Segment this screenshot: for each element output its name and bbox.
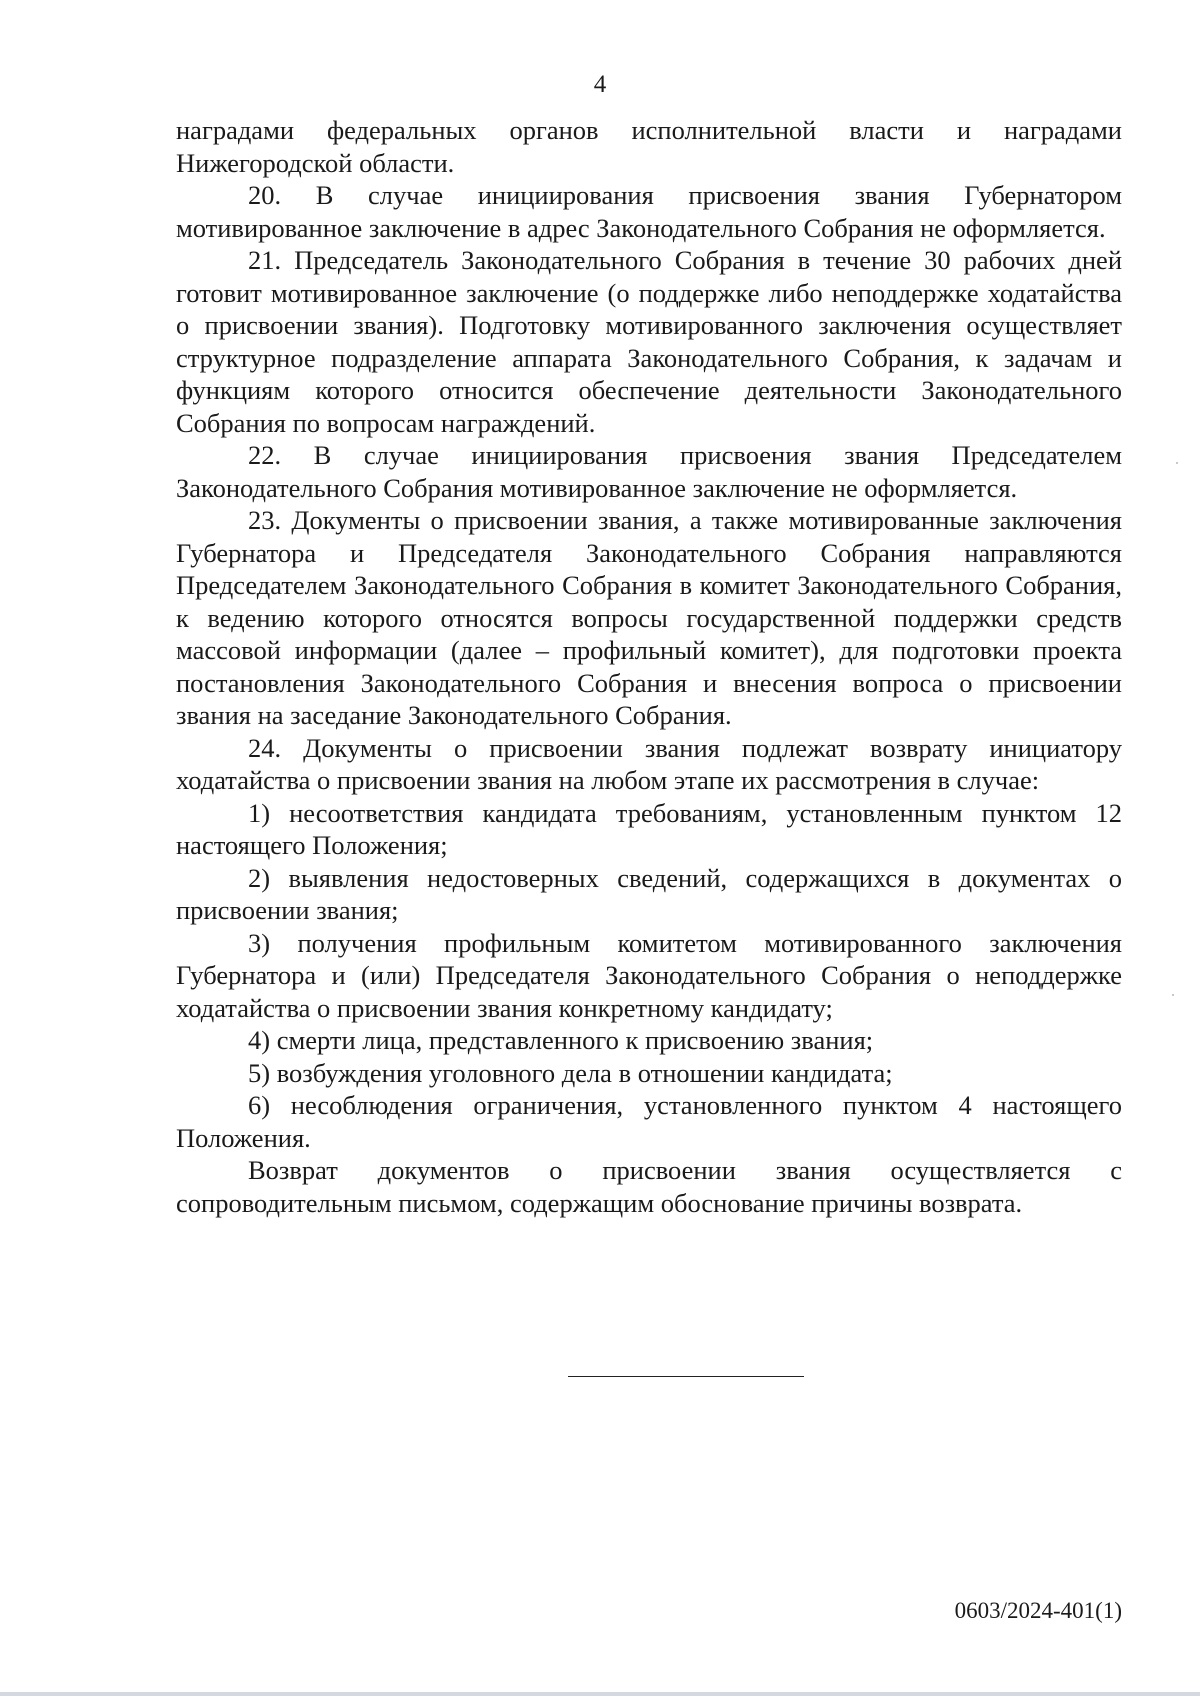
subitem-2: 2) выявления недостоверных сведений, содержащихся в документах о присвоении звания; <box>176 862 1122 925</box>
paragraph-item-24: 24. Документы о присвоении звания подлежат возврату инициатору ходатайства о присвоении звания на любом этапе их рассмотрения в случае: <box>176 732 1122 795</box>
scan-speck <box>1172 994 1174 996</box>
scan-bottom-edge <box>0 1692 1200 1696</box>
subitem-4: 4) смерти лица, представленного к присвоению звания; <box>248 1025 874 1055</box>
end-separator-line <box>568 1376 804 1377</box>
document-body <box>176 114 1122 1219</box>
page-number: 4 <box>593 71 607 98</box>
scan-speck <box>1176 462 1178 464</box>
paragraph-item-23: 23. Документы о присвоении звания, а также мотивированные заключения Губернатора и Председателя Законодательного Собрания направляются Председателем Законодательного Собрания в комитет Законодательного Собрания, к ведению которого относятся вопросы государственной поддержки средств массовой информации (далее – профильный комитет), для подготовки проекта постановления Законодательного Собрания и внесения вопроса о присвоении звания на заседание Законодательного Собрания. <box>176 505 1122 730</box>
paragraph-continuation: наградами федеральных органов исполнительной власти и наградами Нижегородской области. <box>176 115 1122 178</box>
subitem-5: 5) возбуждения уголовного дела в отношении кандидата; <box>248 1057 893 1088</box>
subitem-1: 1) несоответствия кандидата требованиям, установленным пунктом 12 настоящего Положения; <box>176 797 1122 860</box>
paragraph-item-22: 22. В случае инициирования присвоения звания Председателем Законодательного Собрания мотивированное заключение не оформляется. <box>176 440 1122 503</box>
paragraph-return-note: Возврат документов о присвоении звания осуществляется с сопроводительным письмом, содержащим обоснование причины возврата. <box>176 1155 1122 1218</box>
paragraph-item-20: 20. В случае инициирования присвоения звания Губернатором мотивированное заключение в адрес Законодательного Собрания не оформляется. <box>176 180 1122 243</box>
document-code: 0603/2024-401(1) <box>954 1598 1122 1623</box>
subitem-6: 6) несоблюдения ограничения, установленного пунктом 4 настоящего Положения. <box>176 1090 1122 1153</box>
paragraph-item-21: 21. Председатель Законодательного Собрания в течение 30 рабочих дней готовит мотивированное заключение (о поддержке либо неподдержке ходатайства о присвоении звания). Подготовку мотивированного заключения осуществляет структурное подразделение аппарата Законодательного Собрания, к задачам и функциям которого относится обеспечение деятельности Законодательного Собрания по вопросам награждений. <box>176 245 1122 438</box>
subitem-3: 3) получения профильным комитетом мотивированного заключения Губернатора и (или) Председателя Законодательного Собрания о неподдержке ходатайства о присвоении звания конкретному кандидату; <box>176 927 1122 1023</box>
